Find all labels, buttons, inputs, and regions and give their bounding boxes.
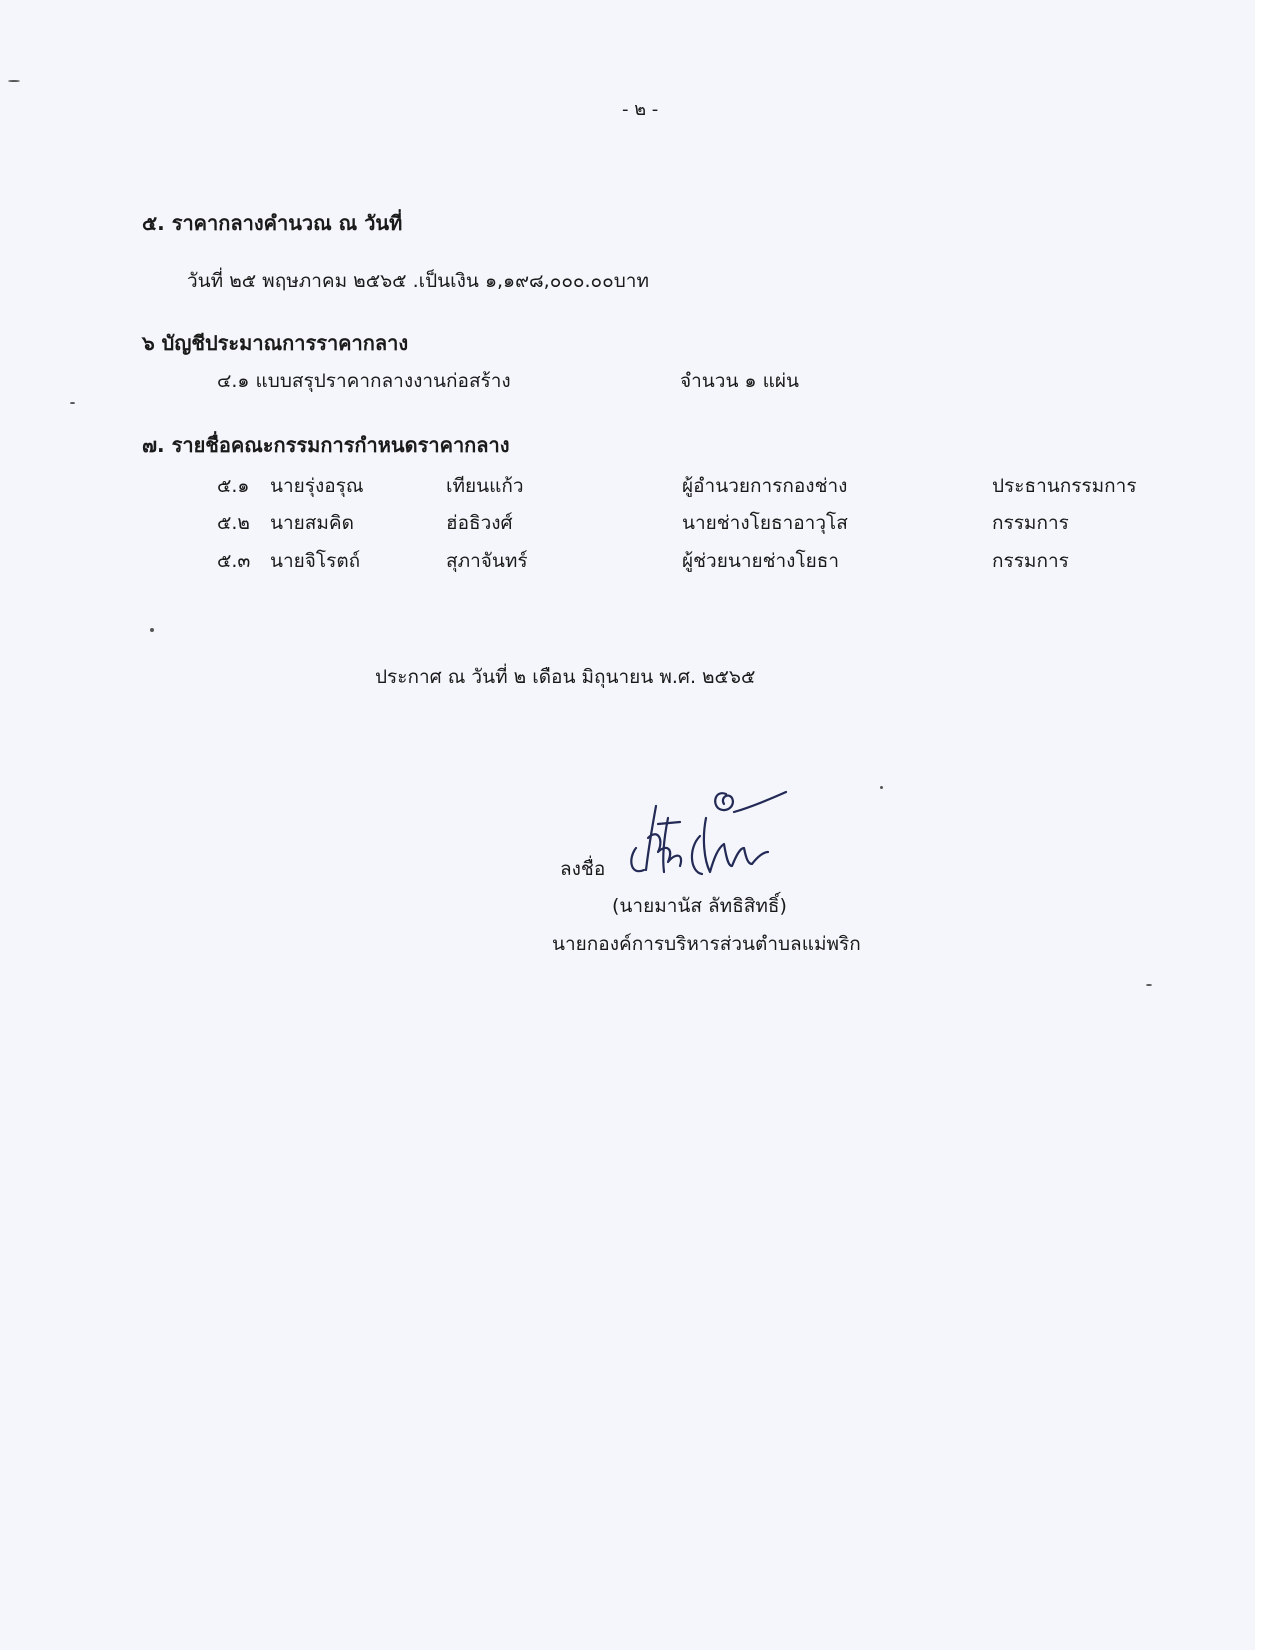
member-index: ๕.๓ [217, 550, 251, 572]
member-first-name: นายสมคิด [270, 512, 354, 534]
scan-speck [70, 402, 75, 404]
handwritten-signature [618, 778, 818, 888]
scan-speck [1146, 984, 1152, 986]
section-5-date-line: วันที่ ๒๕ พฤษภาคม ๒๕๖๕ .เป็นเงิน ๑,๑๙๘,๐๐๐.๐๐บาท [187, 270, 650, 292]
member-last-name: สุภาจันทร์ [446, 550, 528, 572]
scan-edge [1255, 0, 1275, 1650]
member-position: ผู้ช่วยนายช่างโยธา [682, 550, 840, 572]
section-6-heading: ๖ บัญชีประมาณการราคากลาง [142, 331, 409, 355]
member-role: ประธานกรรมการ [992, 475, 1137, 497]
section-6-item-label: ๔.๑ แบบสรุปราคากลางงานก่อสร้าง [217, 370, 511, 392]
member-last-name: เทียนแก้ว [446, 475, 524, 497]
member-index: ๕.๒ [217, 512, 250, 534]
announcement-date: ประกาศ ณ วันที่ ๒ เดือน มิถุนายน พ.ศ. ๒๕๖๕ [375, 666, 756, 688]
section-6-item-quantity: จำนวน ๑ แผ่น [680, 370, 799, 392]
scan-speck [880, 786, 883, 789]
page-number: - ๒ - [622, 99, 659, 120]
member-position: ผู้อำนวยการกองช่าง [682, 475, 848, 497]
scan-speck [150, 628, 154, 632]
member-role: กรรมการ [992, 550, 1069, 572]
member-role: กรรมการ [992, 512, 1069, 534]
section-7-heading: ๗. รายชื่อคณะกรรมการกำหนดราคากลาง [142, 433, 510, 457]
signatory-title: นายกองค์การบริหารส่วนตำบลแม่พริก [552, 933, 861, 955]
signatory-name: (นายมานัส ลัทธิสิทธิ์) [612, 895, 787, 917]
section-5-heading: ๕. ราคากลางคำนวณ ณ วันที่ [142, 211, 403, 235]
scan-speck [8, 80, 20, 82]
member-first-name: นายจิโรตถ์ [270, 550, 361, 572]
signature-label: ลงชื่อ [560, 858, 606, 880]
member-position: นายช่างโยธาอาวุโส [682, 512, 848, 534]
member-index: ๕.๑ [217, 475, 250, 497]
member-first-name: นายรุ่งอรุณ [270, 475, 364, 497]
member-last-name: ฮ่อธิวงศ์ [446, 512, 513, 534]
